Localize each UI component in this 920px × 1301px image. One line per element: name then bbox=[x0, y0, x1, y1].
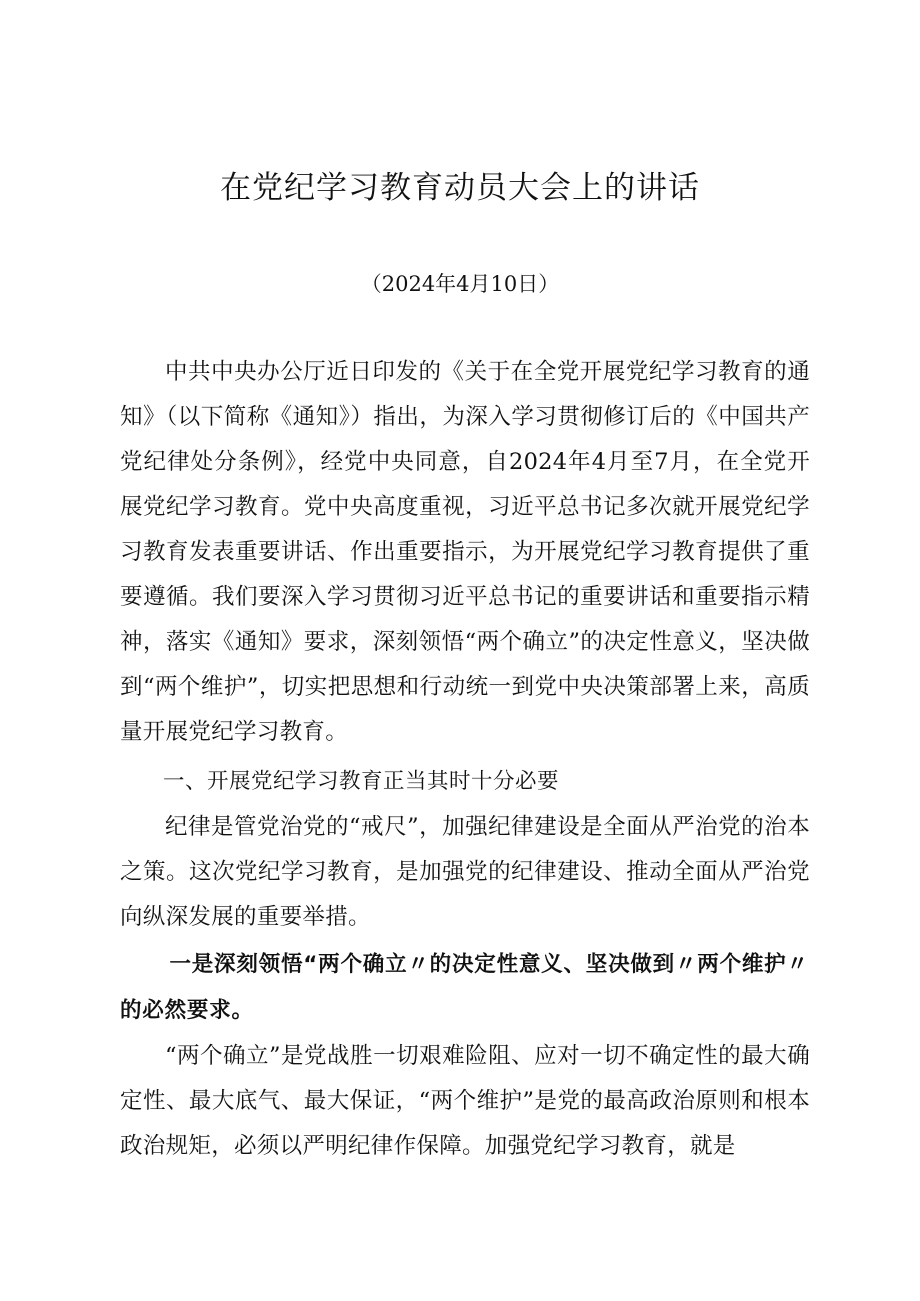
intro-paragraph: 中共中央办公厅近日印发的《关于在全党开展党纪学习教育的通知》（以下简称《通知》）指出，为深入学习贯彻修订后的《中国共产党纪律处分条例》，经党中央同意，自2024年4月至7月，在全党开展党纪学习教育。党中央高度重视，习近平总书记多次就开展党纪学习教育发表重要讲话、作出重要指示，为开展党纪学习教育提供了重要遵循。我们要深入学习贯彻习近平总书记的重要讲话和重要指示精神，落实《通知》要求，深刻领悟“两个确立”的决定性意义，坚决做到“两个维护”，切实把思想和行动统一到党中央决策部署上来，高质量开展党纪学习教育。 bbox=[120, 359, 810, 745]
document-date: （2024年4月10日） bbox=[360, 272, 560, 296]
document-body bbox=[120, 350, 810, 1169]
point-1-paragraph: “两个确立”是党战胜一切艰难险阻、应对一切不确定性的最大确定性、最大底气、最大保证，“两个维护”是党的最高政治原则和根本政治规矩，必须以严明纪律作保障。加强党纪学习教育，就是 bbox=[120, 1043, 810, 1159]
section-1-heading: 一、开展党纪学习教育正当其时十分必要 bbox=[163, 769, 560, 794]
section-1-paragraph: 纪律是管党治党的“戒尺”，加强纪律建设是全面从严治党的治本之策。这次党纪学习教育，是加强党的纪律建设、推动全面从严治党向纵深发展的重要举措。 bbox=[120, 814, 810, 930]
document-title: 在党纪学习教育动员大会上的讲话 bbox=[220, 170, 700, 206]
point-1-heading: 一是深刻领悟“两个确立〃的决定性意义、坚决做到〃两个维护〃的必然要求。 bbox=[120, 952, 809, 1023]
